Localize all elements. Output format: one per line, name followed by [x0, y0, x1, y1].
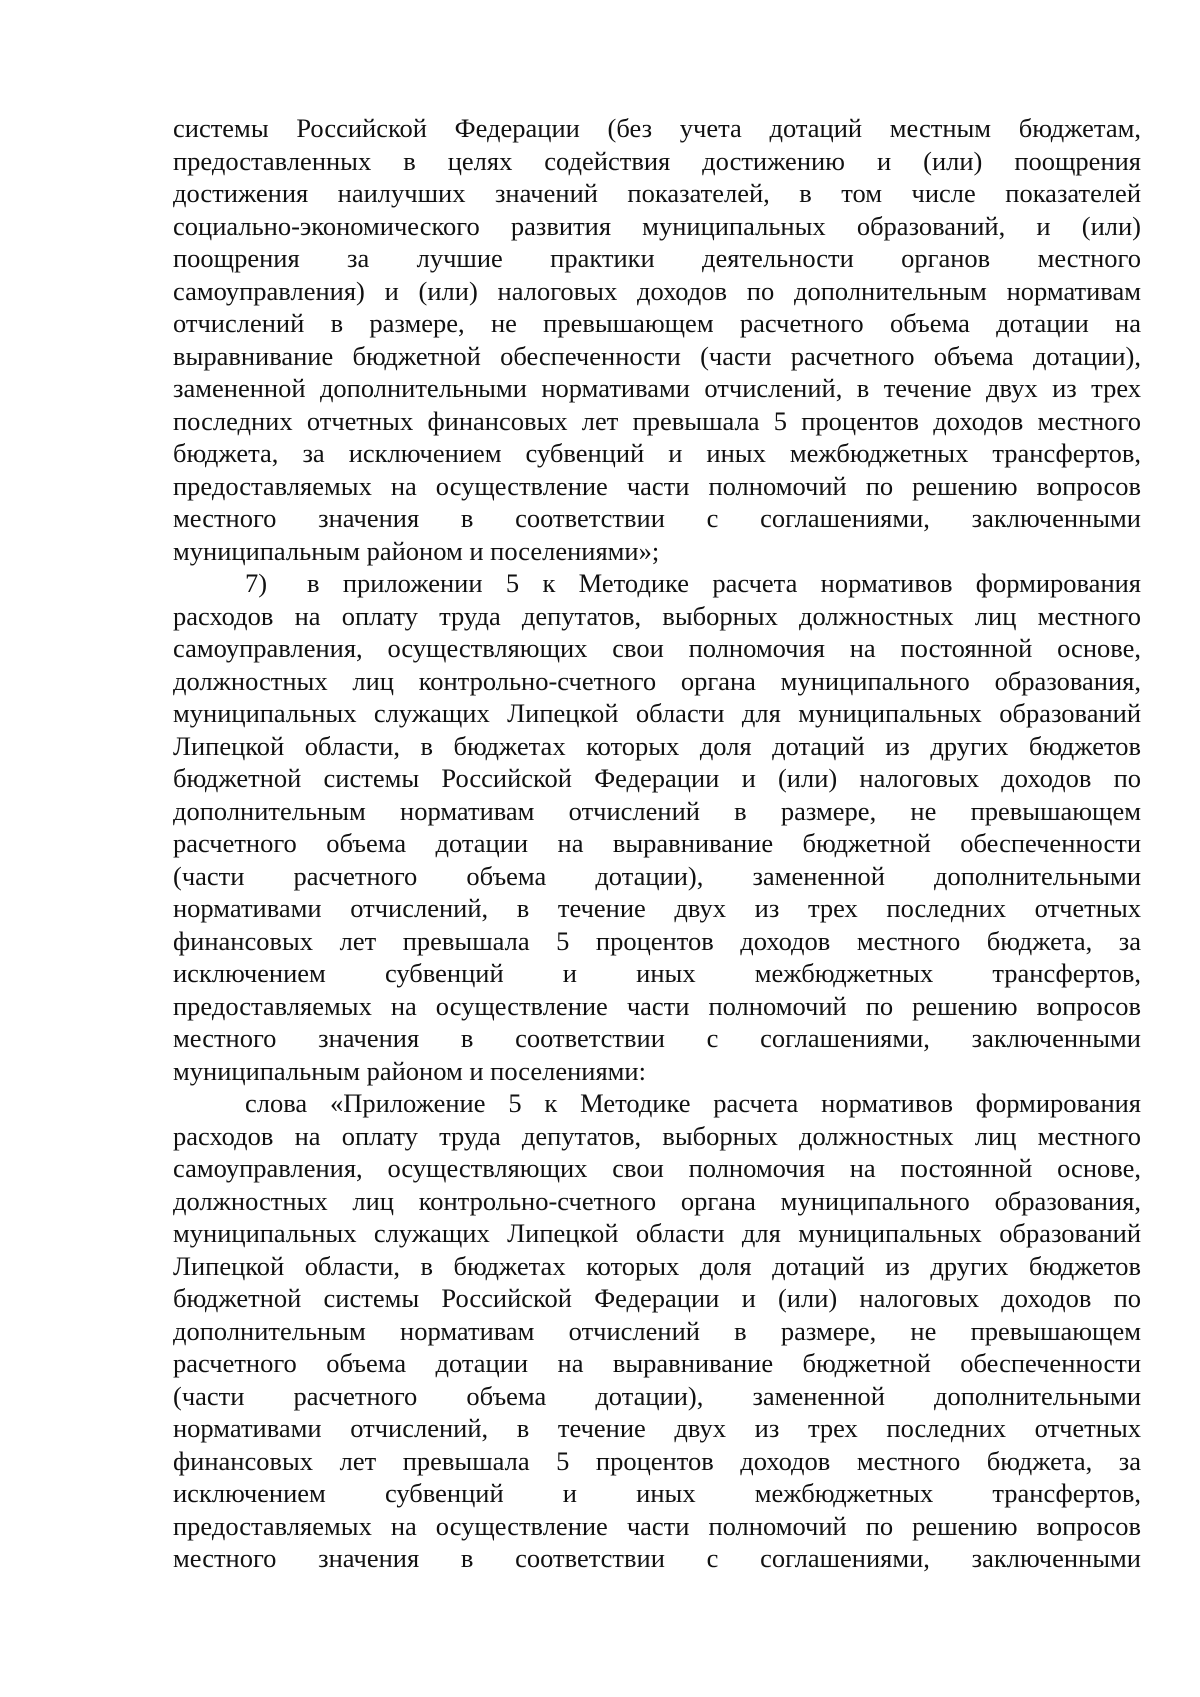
text-line: предоставляемых на осуществление части полномочий по решению вопросов — [173, 990, 1141, 1021]
item-7-first-line — [173, 567, 1141, 600]
list-item-7 — [173, 567, 1141, 1087]
text-line: расчетного объема дотации на выравнивание бюджетной обеспеченности — [173, 828, 1141, 858]
text-line: исключением субвенций и иных межбюджетных трансфертов, — [173, 1478, 1141, 1508]
text-line: замененной дополнительными нормативами отчислений, в течение двух из трех — [173, 373, 1141, 403]
item-7-text: в приложении 5 к Методике расчета нормативов формирования — [307, 568, 1141, 598]
text-line: должностных лиц контрольно-счетного органа муниципального образования, — [173, 665, 1141, 696]
text-line: самоуправления) и (или) налоговых доходов по дополнительным нормативам — [173, 275, 1141, 306]
paragraph-words-replacement — [173, 1087, 1141, 1575]
text-line: нормативами отчислений, в течение двух из трех последних отчетных — [173, 893, 1141, 923]
text-line: муниципальных служащих Липецкой области для муниципальных образований — [173, 1218, 1141, 1248]
text-line: достижения наилучших значений показателей, в том числе показателей — [173, 178, 1141, 208]
text-line: самоуправления, осуществляющих свои полномочия на постоянной основе, — [173, 633, 1141, 663]
text-line: отчислений в размере, не превышающем расчетного объема дотации на — [173, 308, 1141, 338]
text-line: муниципальным районом и поселениями»; — [173, 535, 660, 566]
text-line: расчетного объема дотации на выравнивание бюджетной обеспеченности — [173, 1348, 1141, 1378]
words-first-line: слова «Приложение 5 к Методике расчета нормативов формирования — [245, 1088, 1141, 1118]
document-page — [173, 112, 1141, 1575]
text-line: Липецкой области, в бюджетах которых доля дотаций из других бюджетов — [173, 730, 1141, 761]
text-line: предоставленных в целях содействия достижению и (или) поощрения — [173, 145, 1141, 176]
text-line: (части расчетного объема дотации), замененной дополнительными — [173, 1380, 1141, 1411]
text-line: нормативами отчислений, в течение двух из трех последних отчетных — [173, 1413, 1141, 1443]
text-line: бюджетной системы Российской Федерации и (или) налоговых доходов по — [173, 1283, 1141, 1313]
text-line: местного значения в соответствии с соглашениями, заключенными — [173, 503, 1141, 533]
text-line: финансовых лет превышала 5 процентов доходов местного бюджета, за — [173, 925, 1141, 956]
text-line: дополнительным нормативам отчислений в размере, не превышающем — [173, 795, 1141, 826]
text-line: дополнительным нормативам отчислений в размере, не превышающем — [173, 1315, 1141, 1346]
text-line: расходов на оплату труда депутатов, выборных должностных лиц местного — [173, 1120, 1141, 1151]
text-line: местного значения в соответствии с соглашениями, заключенными — [173, 1543, 1141, 1573]
text-line: (части расчетного объема дотации), замененной дополнительными — [173, 860, 1141, 891]
text-line: последних отчетных финансовых лет превышала 5 процентов доходов местного — [173, 405, 1141, 436]
item-number: 7) — [245, 568, 268, 598]
text-line: системы Российской Федерации (без учета дотаций местным бюджетам, — [173, 113, 1141, 143]
text-line: исключением субвенций и иных межбюджетных трансфертов, — [173, 958, 1141, 988]
text-line: местного значения в соответствии с соглашениями, заключенными — [173, 1023, 1141, 1053]
text-line: должностных лиц контрольно-счетного органа муниципального образования, — [173, 1185, 1141, 1216]
text-line: финансовых лет превышала 5 процентов доходов местного бюджета, за — [173, 1445, 1141, 1476]
text-line: предоставляемых на осуществление части полномочий по решению вопросов — [173, 1510, 1141, 1541]
text-line: самоуправления, осуществляющих свои полномочия на постоянной основе, — [173, 1153, 1141, 1183]
text-line: выравнивание бюджетной обеспеченности (части расчетного объема дотации), — [173, 340, 1141, 371]
text-line: бюджетной системы Российской Федерации и (или) налоговых доходов по — [173, 763, 1141, 793]
text-line: бюджета, за исключением субвенций и иных межбюджетных трансфертов, — [173, 438, 1141, 468]
text-line: муниципальным районом и поселениями: — [173, 1055, 646, 1086]
text-line: муниципальных служащих Липецкой области для муниципальных образований — [173, 698, 1141, 728]
text-line: социально-экономического развития муниципальных образований, и (или) — [173, 210, 1141, 241]
text-line: расходов на оплату труда депутатов, выборных должностных лиц местного — [173, 600, 1141, 631]
text-line: поощрения за лучшие практики деятельности органов местного — [173, 243, 1141, 273]
text-line: Липецкой области, в бюджетах которых доля дотаций из других бюджетов — [173, 1250, 1141, 1281]
text-line: предоставляемых на осуществление части полномочий по решению вопросов — [173, 470, 1141, 501]
paragraph-continuation — [173, 112, 1141, 567]
